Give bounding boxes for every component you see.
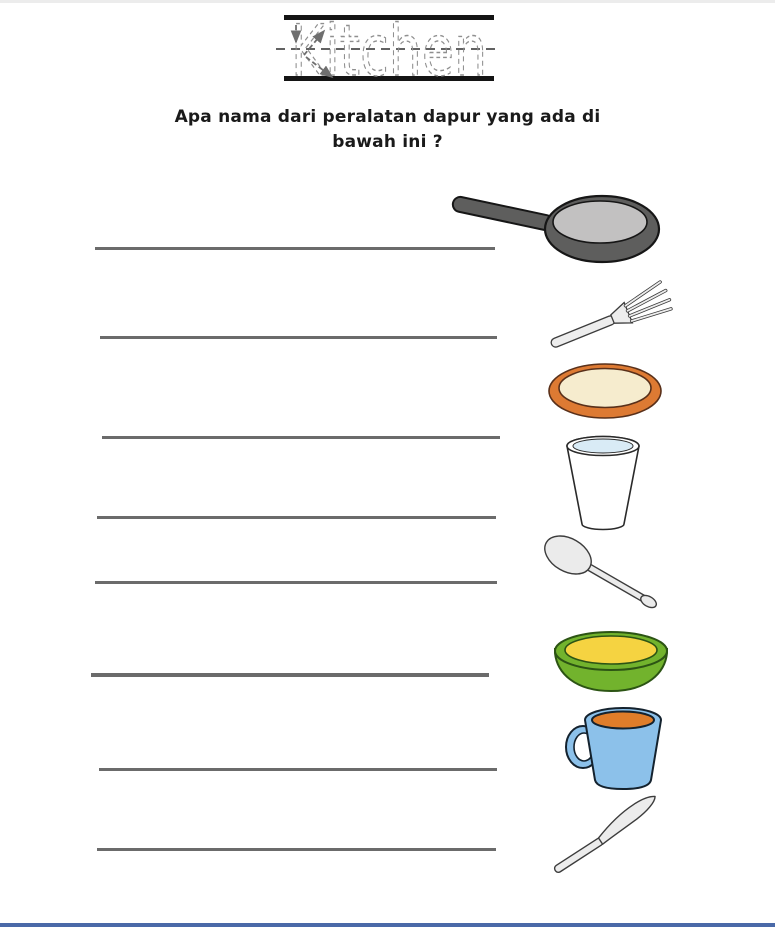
mug-image [557, 699, 669, 793]
bowl-image [551, 627, 671, 695]
pan-inner [553, 201, 647, 243]
knife-handle [553, 837, 604, 874]
spoon-bowl [538, 528, 598, 582]
glass-water [573, 439, 633, 453]
answer-line-3 [102, 436, 500, 439]
answer-line-4 [97, 516, 496, 519]
fork-handle [550, 315, 616, 349]
frying-pan-image [448, 192, 666, 268]
plate-center [559, 369, 651, 408]
answer-line-8 [97, 848, 496, 851]
answer-line-1 [95, 247, 495, 250]
question-line-2: bawah ini ? [332, 132, 443, 152]
spoon-handle [584, 562, 650, 604]
trace-word: Kitchen [291, 10, 487, 92]
answer-line-2 [100, 336, 497, 339]
fork-image [545, 280, 675, 350]
spoon-image [542, 531, 670, 615]
bowl-contents [565, 636, 657, 664]
answer-line-6 [91, 673, 489, 677]
plate-image [547, 363, 663, 421]
glass-image [560, 432, 646, 532]
mug-drink [592, 712, 654, 729]
page-top-edge [0, 0, 775, 3]
question-line-1: Apa nama dari peralatan dapur yang ada di [174, 107, 601, 127]
answer-line-7 [99, 768, 497, 771]
trace-word-graphic [284, 10, 494, 92]
question-text [0, 105, 775, 155]
page-bottom-bar [0, 923, 775, 927]
answer-line-5 [95, 581, 497, 584]
trace-header [284, 10, 494, 92]
knife-blade [594, 792, 662, 844]
pan-handle [451, 196, 554, 232]
knife-image [543, 793, 673, 879]
